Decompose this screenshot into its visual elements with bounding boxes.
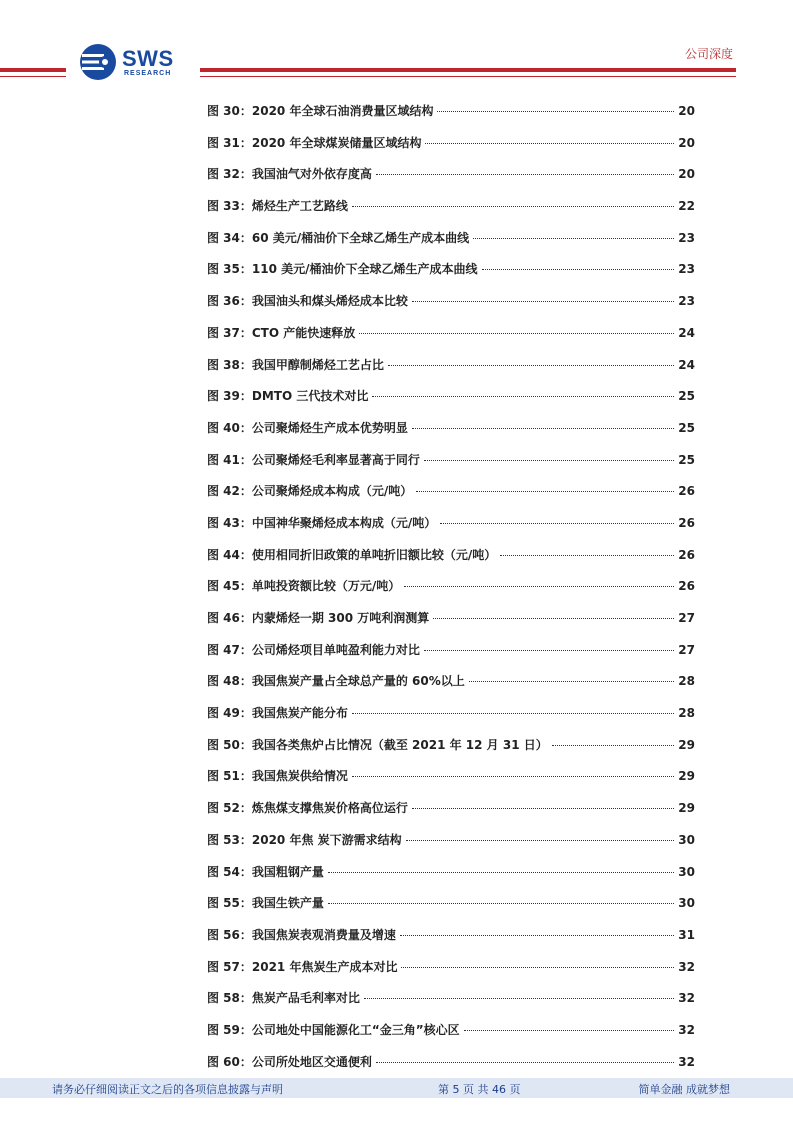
toc-entry-title: 图 59：公司地处中国能源化工“金三角”核心区 (207, 1022, 460, 1037)
toc-entry-page: 20 (678, 135, 695, 150)
toc-entry-title: 图 34：60 美元/桶油价下全球乙烯生产成本曲线 (207, 230, 470, 245)
toc-entry-page: 20 (678, 167, 695, 182)
toc-entry[interactable] (207, 605, 695, 637)
toc-entry-title: 图 35：110 美元/桶油价下全球乙烯生产成本曲线 (207, 262, 478, 277)
footer-page-info: 第 5 页 共 46 页 (438, 1083, 521, 1096)
toc-entry[interactable] (207, 352, 695, 384)
toc-entry-title: 图 44：使用相同折旧政策的单吨折旧额比较（元/吨） (207, 547, 497, 562)
header-rule-left-thin (0, 76, 66, 77)
sws-logo-icon (78, 42, 118, 82)
toc-entry-title: 图 38：我国甲醇制烯烃工艺占比 (207, 357, 384, 372)
toc-entry-page: 32 (678, 959, 695, 974)
toc-entry-title: 图 57：2021 年焦炭生产成本对比 (207, 959, 398, 974)
toc-entry-page: 32 (678, 991, 695, 1006)
toc-leader-dots (440, 522, 674, 524)
toc-entry-title: 图 60：公司所处地区交通便利 (207, 1054, 372, 1069)
toc-leader-dots (425, 142, 674, 144)
toc-entry-title: 图 37：CTO 产能快速释放 (207, 325, 356, 340)
toc-leader-dots (412, 427, 674, 429)
toc-entry[interactable] (207, 542, 695, 574)
toc-entry-title: 图 39：DMTO 三代技术对比 (207, 389, 369, 404)
toc-leader-dots (376, 1061, 674, 1063)
toc-leader-dots (352, 775, 674, 777)
toc-entry[interactable] (207, 383, 695, 415)
toc-entry-title: 图 55：我国生铁产量 (207, 896, 324, 911)
toc-entry-page: 27 (678, 642, 695, 657)
toc-entry[interactable] (207, 637, 695, 669)
toc-entry[interactable] (207, 732, 695, 764)
toc-entry-title: 图 42：公司聚烯烃成本构成（元/吨） (207, 484, 413, 499)
toc-entry-page: 23 (678, 230, 695, 245)
toc-entry-title: 图 46：内蒙烯烃一期 300 万吨利润测算 (207, 611, 430, 625)
toc-entry-page: 24 (678, 357, 695, 372)
toc-entry-page: 30 (678, 832, 695, 847)
toc-entry[interactable] (207, 161, 695, 193)
toc-entry[interactable] (207, 98, 695, 130)
toc-leader-dots (406, 839, 675, 841)
sws-logo (78, 42, 188, 82)
toc-entry[interactable] (207, 890, 695, 922)
toc-entry-title: 图 33：烯烃生产工艺路线 (207, 199, 348, 214)
toc-leader-dots (400, 934, 674, 936)
toc-leader-dots (424, 649, 674, 651)
toc-entry-title: 图 48：我国焦炭产量占全球总产量的 60%以上 (207, 674, 465, 689)
toc-entry[interactable] (207, 1049, 695, 1081)
toc-entry-page: 29 (678, 737, 695, 752)
toc-entry[interactable] (207, 763, 695, 795)
toc-leader-dots (412, 300, 674, 302)
toc-entry-title: 图 47：公司烯烃项目单吨盈利能力对比 (207, 642, 420, 657)
toc-entry-page: 32 (678, 1054, 695, 1069)
toc-entry-page: 27 (678, 611, 695, 625)
toc-leader-dots (424, 459, 674, 461)
toc-entry[interactable] (207, 700, 695, 732)
toc-entry-page: 28 (678, 674, 695, 689)
toc-entry[interactable] (207, 225, 695, 257)
toc-entry-page: 29 (678, 769, 695, 784)
toc-entry-page: 24 (678, 325, 695, 340)
toc-entry[interactable] (207, 415, 695, 447)
toc-entry-title: 图 52：炼焦煤支撑焦炭价格高位运行 (207, 801, 408, 816)
toc-leader-dots (328, 902, 674, 904)
toc-leader-dots (437, 110, 674, 112)
toc-entry-title: 图 51：我国焦炭供给情况 (207, 769, 348, 784)
toc-entry-title: 图 30：2020 年全球石油消费量区域结构 (207, 104, 434, 118)
toc-entry-page: 32 (678, 1022, 695, 1037)
toc-leader-dots (352, 205, 674, 207)
toc-entry[interactable] (207, 827, 695, 859)
toc-leader-dots (328, 871, 674, 873)
toc-entry-title: 图 40：公司聚烯烃生产成本优势明显 (207, 420, 408, 435)
toc-leader-dots (388, 364, 674, 366)
toc-entry[interactable] (207, 922, 695, 954)
page-footer (0, 1078, 793, 1098)
toc-entry-page: 23 (678, 294, 695, 309)
toc-leader-dots (469, 680, 675, 682)
toc-leader-dots (401, 966, 674, 968)
toc-entry[interactable] (207, 668, 695, 700)
toc-entry[interactable] (207, 954, 695, 986)
toc-entry-page: 26 (678, 515, 695, 530)
toc-entry-page: 30 (678, 896, 695, 911)
toc-leader-dots (376, 173, 674, 175)
toc-leader-dots (416, 490, 674, 492)
toc-entry[interactable] (207, 130, 695, 162)
toc-entry-title: 图 31：2020 年全球煤炭储量区域结构 (207, 135, 422, 150)
toc-entry[interactable] (207, 320, 695, 352)
toc-entry-title: 图 43：中国神华聚烯烃成本构成（元/吨） (207, 515, 437, 530)
toc-entry-title: 图 36：我国油头和煤头烯烃成本比较 (207, 294, 408, 309)
toc-entry-title: 图 56：我国焦炭表观消费量及增速 (207, 927, 396, 942)
toc-entry-page: 26 (678, 484, 695, 499)
toc-entry-title: 图 45：单吨投资额比较（万元/吨） (207, 579, 401, 594)
toc-entry-title: 图 32：我国油气对外依存度高 (207, 167, 372, 182)
toc-entry[interactable] (207, 478, 695, 510)
toc-entry-title: 图 58：焦炭产品毛利率对比 (207, 991, 360, 1006)
toc-leader-dots (352, 712, 674, 714)
page-header (0, 0, 793, 90)
toc-entry[interactable] (207, 256, 695, 288)
toc-entry-title: 图 41：公司聚烯烃毛利率显著高于同行 (207, 452, 420, 467)
toc-entry-title: 图 49：我国焦炭产能分布 (207, 706, 348, 721)
toc-leader-dots (412, 807, 674, 809)
toc-entry[interactable] (207, 447, 695, 479)
toc-entry-page: 22 (678, 199, 695, 214)
toc-leader-dots (500, 554, 674, 556)
header-rule-right-thin (200, 76, 736, 77)
toc-leader-dots (464, 1029, 675, 1031)
toc-entry-page: 25 (678, 452, 695, 467)
toc-entry[interactable] (207, 288, 695, 320)
toc-entry[interactable] (207, 193, 695, 225)
toc-entry-page: 25 (678, 420, 695, 435)
toc-entry-page: 26 (678, 547, 695, 562)
toc-leader-dots (359, 332, 674, 334)
logo-wordmark: SWS (122, 46, 174, 71)
toc-leader-dots (404, 585, 674, 587)
toc-entry[interactable] (207, 859, 695, 891)
toc-entry-page: 26 (678, 579, 695, 594)
toc-entry-title: 图 50：我国各类焦炉占比情况（截至 2021 年 12 月 31 日） (207, 737, 548, 752)
header-rule-left (0, 68, 66, 72)
toc-entry-page: 20 (678, 104, 695, 118)
toc-entry-page: 28 (678, 706, 695, 721)
table-of-figures (207, 98, 695, 1080)
section-tag: 公司深度 (684, 47, 733, 61)
toc-leader-dots (364, 997, 674, 999)
toc-leader-dots (473, 237, 674, 239)
toc-entry-page: 30 (678, 864, 695, 879)
toc-entry-page: 25 (678, 389, 695, 404)
header-rule-right (200, 68, 736, 72)
toc-entry-page: 31 (678, 927, 695, 942)
toc-entry[interactable] (207, 510, 695, 542)
toc-leader-dots (482, 268, 675, 270)
toc-leader-dots (552, 744, 675, 746)
toc-entry[interactable] (207, 573, 695, 605)
toc-entry[interactable] (207, 985, 695, 1017)
toc-entry-page: 23 (678, 262, 695, 277)
toc-entry-title: 图 53：2020 年焦 炭下游需求结构 (207, 832, 402, 847)
logo-subtext: RESEARCH (124, 70, 172, 77)
toc-leader-dots (433, 617, 674, 619)
toc-leader-dots (372, 395, 674, 397)
footer-disclaimer: 请务必仔细阅读正文之后的各项信息披露与声明 (52, 1083, 283, 1096)
toc-entry[interactable] (207, 795, 695, 827)
toc-entry-title: 图 54：我国粗钢产量 (207, 864, 324, 879)
footer-slogan: 简单金融 成就梦想 (638, 1083, 730, 1096)
toc-entry-page: 29 (678, 801, 695, 816)
toc-entry[interactable] (207, 1017, 695, 1049)
